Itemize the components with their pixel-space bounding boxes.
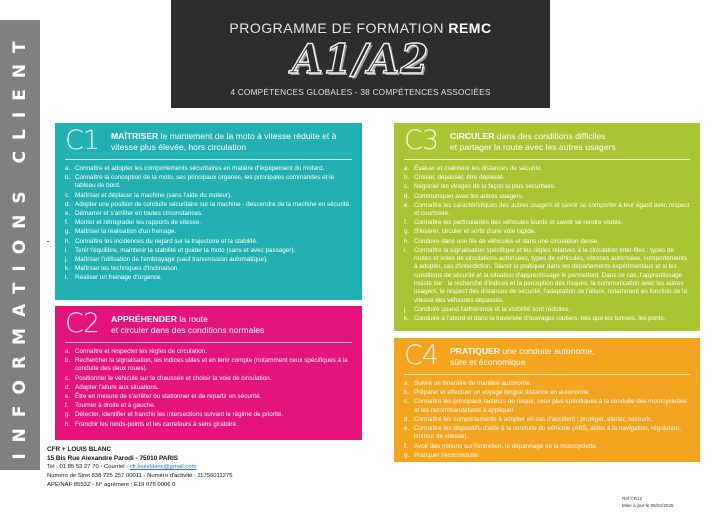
item-letter: f. [404, 219, 408, 227]
list-item [65, 265, 352, 273]
divider [65, 159, 352, 160]
title-line2: et partager la route avec les autres usagers [450, 142, 616, 152]
list-item [65, 165, 352, 173]
list-item [65, 375, 352, 383]
list-item [404, 174, 690, 182]
competence-title [450, 344, 595, 368]
header-program-line [171, 20, 550, 36]
item-text: Connaître la signalisation spécifique et les règles relatives à la circulation inter-files : types de routes et voies de circulations autorisées, types de véhicules, vitesses autorisées, comportements à adopter, cas d'interdiction. Savoir la pratiquer dans les départements expérimentaux et si les conditions de sécurité et la situation d'apprentissage le permettent. Dans ce cas, l'apprentissage insiste sur : la recherche d'indices et la perception des risques, la communication avec les autres usagers, le respect des distances de sécurité, l'adaptation de l'allure, notamment en fonction de la vitesse des véhicules dépassés. [414, 246, 687, 304]
item-text: Maîtriser l'utilisation de l'embrayage (sauf transmission automatique). [75, 255, 268, 263]
card-header [65, 123, 352, 157]
item-letter: g. [404, 451, 410, 459]
list-item [65, 238, 352, 246]
item-text: Franchir les ronds-points et les carrefours à sens giratoire. [75, 420, 238, 428]
item-letter: i. [65, 246, 69, 254]
item-letter: b. [404, 174, 410, 182]
list-item [404, 380, 690, 388]
contact-phone: Tel : 01 85 53 27 70 - Courriel : [47, 464, 130, 470]
contact-name: CFR + LOUIS BLANC [47, 446, 112, 453]
item-text: Négocier les virages de la façon la plus sécuritaire. [414, 183, 557, 191]
list-item [404, 315, 690, 323]
item-letter: h. [65, 420, 71, 428]
competence-code: C2 [65, 308, 100, 339]
item-text: Tourner à droite et à gauche. [75, 402, 156, 410]
item-text: Détecter, identifier et franchir les intersections suivant le régime de priorité. [75, 411, 284, 419]
item-letter: g. [65, 228, 71, 236]
list-item [404, 425, 690, 442]
item-text: Connaître et respecter les règles de circulation. [75, 348, 207, 355]
item-text: Suivre un itinéraire de manière autonome. [414, 380, 532, 387]
header-prefix: PROGRAMME DE FORMATION [229, 20, 449, 36]
list-item [404, 202, 690, 219]
item-letter: f. [65, 402, 69, 410]
contact-siret: Numéro de Siret 838 725 257 00011 - Numéro d'activité : 11756011275 [47, 473, 233, 479]
list-item [65, 393, 352, 401]
item-text: Communiquer avec les autres usagers. [414, 192, 524, 200]
contact-phone-line [47, 463, 233, 472]
competence-card-c3 [394, 123, 700, 331]
contact-ape: APE/NAF 8553Z - N° agrément : E19 075 0006 0 [47, 482, 176, 488]
item-text: Maîtriser et déplacer la machine (sans l'aide du moteur). [75, 191, 232, 199]
informations-client-sidebar [0, 20, 40, 470]
contact-address: 15 Bis Rue Alexandre Parodi - 75010 PARIS [47, 455, 179, 462]
title-rest: une conduite autonome, [499, 346, 595, 356]
item-text: Maîtriser les techniques d'inclinaison. [75, 265, 180, 273]
item-letter: g. [404, 228, 410, 236]
list-item [404, 193, 690, 201]
list-item [65, 174, 352, 191]
list-item [404, 247, 690, 305]
item-letter: c. [65, 191, 70, 199]
program-header [171, 0, 550, 108]
item-text: Tenir l'équilibre, maintenir la stabilité et guider la moto (sans et avec passager). [75, 246, 296, 254]
item-letter: d. [65, 383, 71, 391]
item-text: Monter et rétrograder les rapports de vitesse. [75, 219, 201, 227]
title-rest: le maniement de la moto à vitesse réduite et à vitesse plus élevée, hors circulation [111, 131, 337, 152]
item-letter: e. [404, 201, 410, 209]
item-text: Maîtriser la réalisation d'un freinage. [75, 228, 177, 236]
list-item [65, 348, 352, 356]
item-text: Connaître les particularités des véhicules lourds et savoir se rendre visible. [414, 219, 623, 227]
competence-items [65, 165, 352, 283]
sidebar-label: INFORMATIONS CLIENT [10, 30, 30, 460]
title-verb: APPRÉHENDER [111, 314, 177, 324]
item-letter: b. [65, 357, 71, 365]
item-letter: g. [65, 411, 71, 419]
competence-items [404, 380, 690, 460]
item-text: Rechercher la signalisation, les indices utiles et en tenir compte (notamment ceux spécifiques à la conduite des deux roues). [75, 357, 348, 373]
item-text: Connaître et adopter les comportements sécuritaires en matière d'équipement du motard. [75, 165, 325, 172]
contact-block [47, 445, 233, 490]
list-item [65, 192, 352, 200]
item-text: Évaluer et maintenir les distances de sécurité. [414, 165, 543, 172]
list-item [404, 452, 690, 460]
item-letter: d. [404, 192, 410, 200]
title-verb: PRATIQUER [450, 346, 500, 356]
list-item [404, 416, 690, 424]
item-text: Connaître les incidences du regard sur la trajectoire et la stabilité. [75, 237, 258, 245]
title-verb: CIRCULER [450, 131, 495, 141]
reference-code: Ref CR12 [622, 496, 643, 501]
list-item [65, 247, 352, 255]
list-item [65, 274, 352, 282]
item-letter: e. [65, 210, 71, 218]
competence-card-c1 [55, 123, 362, 300]
competence-title [450, 129, 616, 153]
item-text: Connaître les comportements à adopter en cas d'accident : protéger, alerter, secourir. [414, 415, 652, 423]
header-subtitle: 4 COMPÉTENCES GLOBALES - 38 COMPÉTENCES ASSOCIÉES [230, 87, 491, 97]
item-text: Connaître les dispositifs d'aide à la conduite du véhicule (ABS, aides à la navigation, régulateur, limiteur de vitesse). [414, 425, 681, 441]
item-text: Croiser, dépasser, être dépassé. [414, 174, 505, 182]
competence-title [111, 312, 264, 336]
header-remc: REMC [448, 20, 492, 36]
item-text: Conduire quand l'adhérence et la visibilité sont réduites. [414, 305, 570, 313]
item-letter: i. [404, 246, 408, 254]
item-letter: a. [65, 165, 71, 172]
item-letter: b. [65, 174, 71, 182]
item-letter: a. [65, 348, 71, 355]
item-letter: e. [404, 425, 410, 433]
list-item [65, 384, 352, 392]
competence-code: C4 [404, 340, 439, 371]
item-text: Réaliser un freinage d'urgence. [75, 274, 163, 282]
item-text: Adapter l'allure aux situations. [75, 383, 159, 391]
item-letter: l. [65, 274, 69, 282]
item-text: Adopter une position de conduite sécuritaire sur la machine - descendre de la machine en sécurité. [75, 200, 351, 208]
update-date: Mise à jour le 05/02/2025 [622, 503, 674, 508]
list-item [65, 210, 352, 218]
list-item [404, 228, 690, 236]
card-header [404, 123, 690, 157]
item-letter: j. [404, 305, 408, 313]
list-item [404, 219, 690, 227]
contact-email-link[interactable]: cfr.louisblanc@gmail.com [129, 464, 197, 470]
competence-card-c2 [55, 306, 362, 440]
item-text: Connaître les principaux facteurs de risque, ceux plus spécifiques à la conduite des motocyclettes et les recommandations à appliquer. [414, 398, 687, 414]
competence-items [65, 348, 352, 429]
item-letter: a. [404, 380, 410, 387]
list-item [404, 443, 690, 451]
divider [404, 159, 690, 160]
list-item [65, 421, 352, 429]
list-item [65, 256, 352, 264]
item-text: Conduire à l'abord et dans la traversée d'ouvrages routiers, tels que les tunnels, les ponts. [414, 314, 666, 322]
item-letter: h. [65, 237, 71, 245]
item-letter: f. [65, 219, 69, 227]
list-item [65, 219, 352, 227]
competence-code: C3 [404, 125, 439, 156]
item-letter: b. [404, 389, 410, 397]
item-text: Positionner le véhicule sur la chaussée et choisir la voie de circulation. [75, 374, 272, 382]
item-letter: f. [404, 442, 408, 450]
stray-mark [47, 241, 49, 242]
list-item [404, 165, 690, 173]
item-letter: h. [404, 237, 410, 245]
item-letter: e. [65, 393, 71, 401]
item-text: Préparer et effectuer un voyage longue distance en autonomie. [414, 389, 590, 397]
item-text: S'insérer, circuler et sortir d'une voie rapide. [414, 228, 537, 236]
item-text: Pratiquer l'écoconduite. [414, 451, 480, 459]
item-text: Démarrer et s'arrêter en toutes circonstances. [75, 210, 203, 218]
title-line2: sûre et économique [450, 357, 526, 367]
item-text: Avoir des notions sur l'entretien, le dépannage de la motocyclette. [414, 442, 598, 450]
item-text: Connaître les caractéristiques des autres usagers et savoir se comporter à leur égard avec respect et courtoisie. [414, 201, 690, 218]
item-text: Connaître la conception de la moto, ses principaux organes, les principales commandes et le tableau de bord. [75, 174, 335, 190]
title-line2: et circuler dans des conditions normales [111, 325, 265, 335]
list-item [404, 306, 690, 314]
item-text: Être en mesure de s'arrêter ou stationner et de repartir en sécurité. [75, 393, 262, 401]
list-item [65, 228, 352, 236]
competence-title [111, 129, 352, 153]
list-item [404, 389, 690, 397]
list-item [65, 402, 352, 410]
item-letter: c. [404, 398, 409, 406]
divider [404, 374, 690, 375]
divider [65, 342, 352, 343]
competence-code: C1 [65, 125, 100, 156]
list-item [65, 201, 352, 209]
item-letter: k. [65, 265, 70, 273]
list-item [65, 411, 352, 419]
list-item [404, 398, 690, 415]
list-item [404, 183, 690, 191]
list-item [65, 357, 352, 374]
item-letter: d. [404, 415, 410, 423]
item-letter: c. [404, 183, 409, 191]
reference-block [622, 495, 674, 509]
item-letter: d. [65, 200, 71, 208]
header-main-title: A1/A2 [291, 36, 430, 83]
item-letter: c. [65, 374, 70, 382]
title-verb: MAÎTRISER [111, 131, 159, 141]
competence-items [404, 165, 690, 323]
list-item [404, 238, 690, 246]
item-letter: j. [65, 255, 69, 263]
item-letter: k. [404, 314, 409, 322]
card-header [65, 306, 352, 340]
title-rest: dans des conditions difficiles [494, 131, 606, 141]
item-letter: a. [404, 165, 410, 172]
card-header [404, 338, 690, 372]
competence-card-c4 [394, 338, 700, 462]
item-text: Conduire dans une file de véhicules et dans une circulation dense. [414, 237, 600, 245]
title-rest: la route [176, 314, 208, 324]
